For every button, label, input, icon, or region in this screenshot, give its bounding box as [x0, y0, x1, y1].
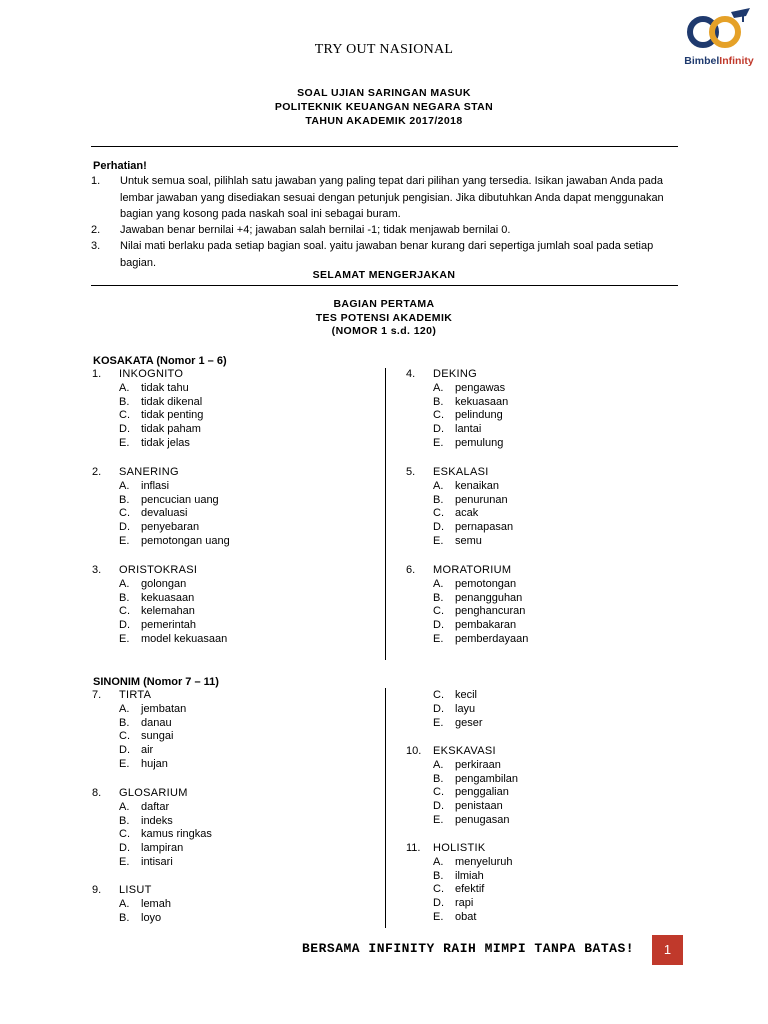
option-letter: C.	[119, 507, 130, 520]
option-letter: E.	[119, 437, 130, 449]
question	[406, 368, 686, 453]
option-text: pengambilan	[455, 772, 518, 785]
option-letter: C.	[433, 507, 444, 520]
question-number: 1.	[92, 368, 102, 380]
option-text: devaluasi	[141, 507, 188, 520]
question	[406, 466, 686, 551]
question-word: LISUT	[119, 884, 152, 896]
option-text: kekuasaan	[455, 395, 509, 408]
question-word: GLOSARIUM	[119, 787, 188, 799]
question-number: 4.	[406, 368, 416, 380]
option-letter: D.	[433, 800, 444, 813]
greeting: SELAMAT MENGERJAKAN	[312, 269, 456, 281]
option-text: daftar	[141, 800, 170, 813]
option-text: kelemahan	[141, 605, 195, 618]
option-text: pemerintah	[141, 619, 197, 632]
option-text: penyebaran	[141, 521, 200, 534]
option-letter: E.	[433, 633, 444, 645]
question	[406, 564, 686, 649]
option-letter: A.	[119, 479, 130, 492]
header-title: TRY OUT NASIONAL	[314, 42, 454, 57]
brand-logo	[676, 8, 762, 70]
option-letter: B.	[119, 395, 130, 408]
section-title-sinonim: SINONIM (Nomor 7 – 11)	[93, 676, 219, 688]
question-word: ORISTOKRASI	[119, 564, 198, 576]
option-text: lampiran	[141, 842, 184, 855]
exam-heading-line2: POLITEKNIK KEUANGAN NEGARA STAN	[274, 101, 494, 113]
option-text: penangguhan	[455, 591, 523, 604]
divider-rule	[91, 146, 678, 147]
option-letter: C.	[119, 605, 130, 618]
divider-rule	[91, 285, 678, 286]
question-number: 11.	[406, 842, 421, 854]
option-letter: D.	[433, 897, 444, 910]
question	[92, 564, 372, 649]
option-letter: E.	[119, 856, 130, 868]
question-word: INKOGNITO	[119, 368, 184, 380]
option-letter: E.	[433, 814, 444, 826]
option-letter: B.	[119, 716, 130, 729]
option-letter: C.	[119, 828, 130, 841]
option-text: indeks	[141, 814, 173, 827]
question	[92, 689, 372, 774]
option-letter: D.	[119, 423, 130, 436]
option-letter: B.	[433, 493, 444, 506]
option-text: hujan	[141, 758, 168, 770]
brand-name: BimbelInfinity	[684, 55, 754, 67]
part-heading-line2: TES POTENSI AKADEMIK	[315, 311, 453, 324]
question	[92, 466, 372, 551]
option-text: kekuasaan	[141, 591, 195, 604]
option-letter: B.	[433, 395, 444, 408]
option-letter: D.	[119, 619, 130, 632]
question-word: ESKALASI	[433, 466, 489, 478]
option-letter: D.	[119, 744, 130, 757]
option-text: pemotongan	[455, 577, 517, 590]
exam-heading-line3: TAHUN AKADEMIK 2017/2018	[305, 115, 463, 127]
question-number: 6.	[406, 564, 416, 576]
option-letter: C.	[433, 605, 444, 618]
option-letter: E.	[433, 535, 444, 547]
option-letter: B.	[119, 814, 130, 827]
option-text: pencucian uang	[141, 493, 219, 506]
question-number: 5.	[406, 466, 416, 478]
column-divider	[385, 688, 386, 928]
option-letter: A.	[433, 479, 444, 492]
option-letter: A.	[119, 800, 130, 813]
option-text: tidak jelas	[141, 437, 190, 449]
option-letter: C.	[433, 409, 444, 422]
option-text: rapi	[455, 897, 474, 910]
option-letter: B.	[433, 869, 444, 882]
notice-item-3: 3. Nilai mati berlaku pada setiap bagian soal. yaitu jawaban benar kurang dari sepertiga jumlah soal pada setiap bagian.	[91, 240, 654, 269]
option-text: obat	[455, 911, 477, 923]
option-letter: A.	[433, 577, 444, 590]
option-letter: E.	[119, 633, 130, 645]
option-text: lantai	[455, 423, 482, 436]
question	[92, 884, 372, 926]
option-text: pembakaran	[455, 619, 517, 632]
question	[92, 368, 372, 453]
option-text: kecil	[455, 689, 478, 701]
question-word: DEKING	[433, 368, 477, 380]
option-letter: D.	[433, 521, 444, 534]
option-letter: D.	[433, 619, 444, 632]
option-letter: B.	[119, 493, 130, 506]
option-text: penugasan	[455, 814, 510, 826]
option-letter: D.	[433, 423, 444, 436]
option-text: penghancuran	[455, 605, 526, 618]
question	[406, 745, 686, 830]
part-heading	[0, 298, 768, 339]
exam-heading	[0, 86, 768, 128]
option-text: pelindung	[455, 409, 503, 422]
page-number: 1	[652, 935, 683, 965]
option-text: tidak penting	[141, 409, 204, 422]
option-text: loyo	[141, 911, 162, 924]
question-word: MORATORIUM	[433, 564, 512, 576]
question-continued	[406, 689, 686, 731]
option-text: semu	[455, 535, 482, 547]
question-number: 3.	[92, 564, 102, 576]
question-number: 10.	[406, 745, 422, 757]
option-text: air	[141, 744, 154, 757]
option-text: ilmiah	[455, 869, 484, 882]
option-text: tidak tahu	[141, 381, 189, 394]
option-letter: A.	[433, 758, 444, 771]
option-letter: A.	[433, 855, 444, 868]
option-letter: E.	[433, 716, 444, 729]
option-letter: B.	[119, 911, 130, 924]
option-letter: A.	[119, 702, 130, 715]
option-letter: A.	[119, 577, 130, 590]
option-text: acak	[455, 507, 479, 520]
footer-slogan: BERSAMA INFINITY RAIH MIMPI TANPA BATAS!	[302, 941, 635, 956]
option-letter: C.	[433, 883, 444, 896]
option-letter: C.	[119, 409, 130, 422]
option-text: pernapasan	[455, 521, 514, 534]
option-letter: D.	[119, 521, 130, 534]
option-text: intisari	[141, 856, 173, 868]
notice-item-2: 2. Jawaban benar bernilai +4; jawaban salah bernilai -1; tidak menjawab bernilai 0.	[91, 224, 511, 236]
option-letter: D.	[119, 842, 130, 855]
option-text: tidak dikenal	[141, 395, 203, 408]
infinity-logo-icon	[676, 8, 762, 56]
part-heading-line3: (NOMOR 1 s.d. 120)	[331, 325, 437, 337]
option-text: pemotongan uang	[141, 535, 230, 547]
option-text: danau	[141, 716, 172, 729]
column-divider	[385, 368, 386, 660]
option-text: kenaikan	[455, 479, 500, 492]
option-text: jembatan	[141, 702, 187, 715]
part-heading-line1: BAGIAN PERTAMA	[333, 298, 435, 310]
option-letter: E.	[119, 758, 130, 770]
option-letter: B.	[119, 591, 130, 604]
option-text: tidak paham	[141, 423, 201, 436]
option-text: penurunan	[455, 493, 508, 506]
option-text: geser	[455, 716, 483, 729]
option-text: layu	[455, 702, 476, 715]
question-number: 7.	[92, 689, 102, 701]
option-letter: E.	[119, 535, 130, 547]
question	[92, 787, 372, 872]
option-letter: C.	[119, 730, 130, 743]
option-letter: E.	[433, 437, 444, 449]
option-text: pemulung	[455, 437, 504, 449]
option-letter: A.	[433, 381, 444, 394]
option-text: penggalian	[455, 786, 509, 799]
option-text: inflasi	[141, 479, 170, 492]
option-text: efektif	[455, 883, 485, 896]
option-text: model kekuasaan	[141, 633, 228, 645]
option-text: golongan	[141, 577, 187, 590]
option-letter: C.	[433, 689, 444, 701]
option-text: penistaan	[455, 800, 503, 813]
option-text: kamus ringkas	[141, 828, 212, 841]
option-letter: B.	[433, 591, 444, 604]
option-letter: B.	[433, 772, 444, 785]
question-word: SANERING	[119, 466, 179, 478]
question	[406, 842, 686, 927]
option-letter: D.	[433, 702, 444, 715]
question-number: 2.	[92, 466, 102, 478]
question-word: TIRTA	[119, 689, 152, 701]
question-word: EKSKAVASI	[433, 745, 496, 757]
option-letter: C.	[433, 786, 444, 799]
question-number: 9.	[92, 884, 102, 896]
question-number: 8.	[92, 787, 102, 799]
notice-title: Perhatian!	[93, 160, 147, 172]
option-text: perkiraan	[455, 758, 501, 771]
option-text: sungai	[141, 730, 174, 743]
option-letter: E.	[433, 911, 444, 923]
option-text: lemah	[141, 897, 171, 910]
section-title-kosakata: KOSAKATA (Nomor 1 – 6)	[93, 355, 227, 367]
option-text: pemberdayaan	[455, 633, 529, 645]
question-word: HOLISTIK	[433, 842, 486, 854]
option-letter: A.	[119, 897, 130, 910]
option-text: menyeluruh	[455, 855, 513, 868]
notice-item-1: 1. Untuk semua soal, pilihlah satu jawaban yang paling tepat dari pilihan yang tersedia. Isikan jawaban Anda pada lembar jawaban yang disediakan sesuai dengan petunjuk pengisian. Jika dibutuhkan Anda dapat menggunakan bagian yang kosong pada naskah soal ini sebagai buram.	[91, 175, 664, 220]
exam-heading-line1: SOAL UJIAN SARINGAN MASUK	[297, 87, 471, 99]
option-text: pengawas	[455, 381, 506, 394]
option-letter: A.	[119, 381, 130, 394]
